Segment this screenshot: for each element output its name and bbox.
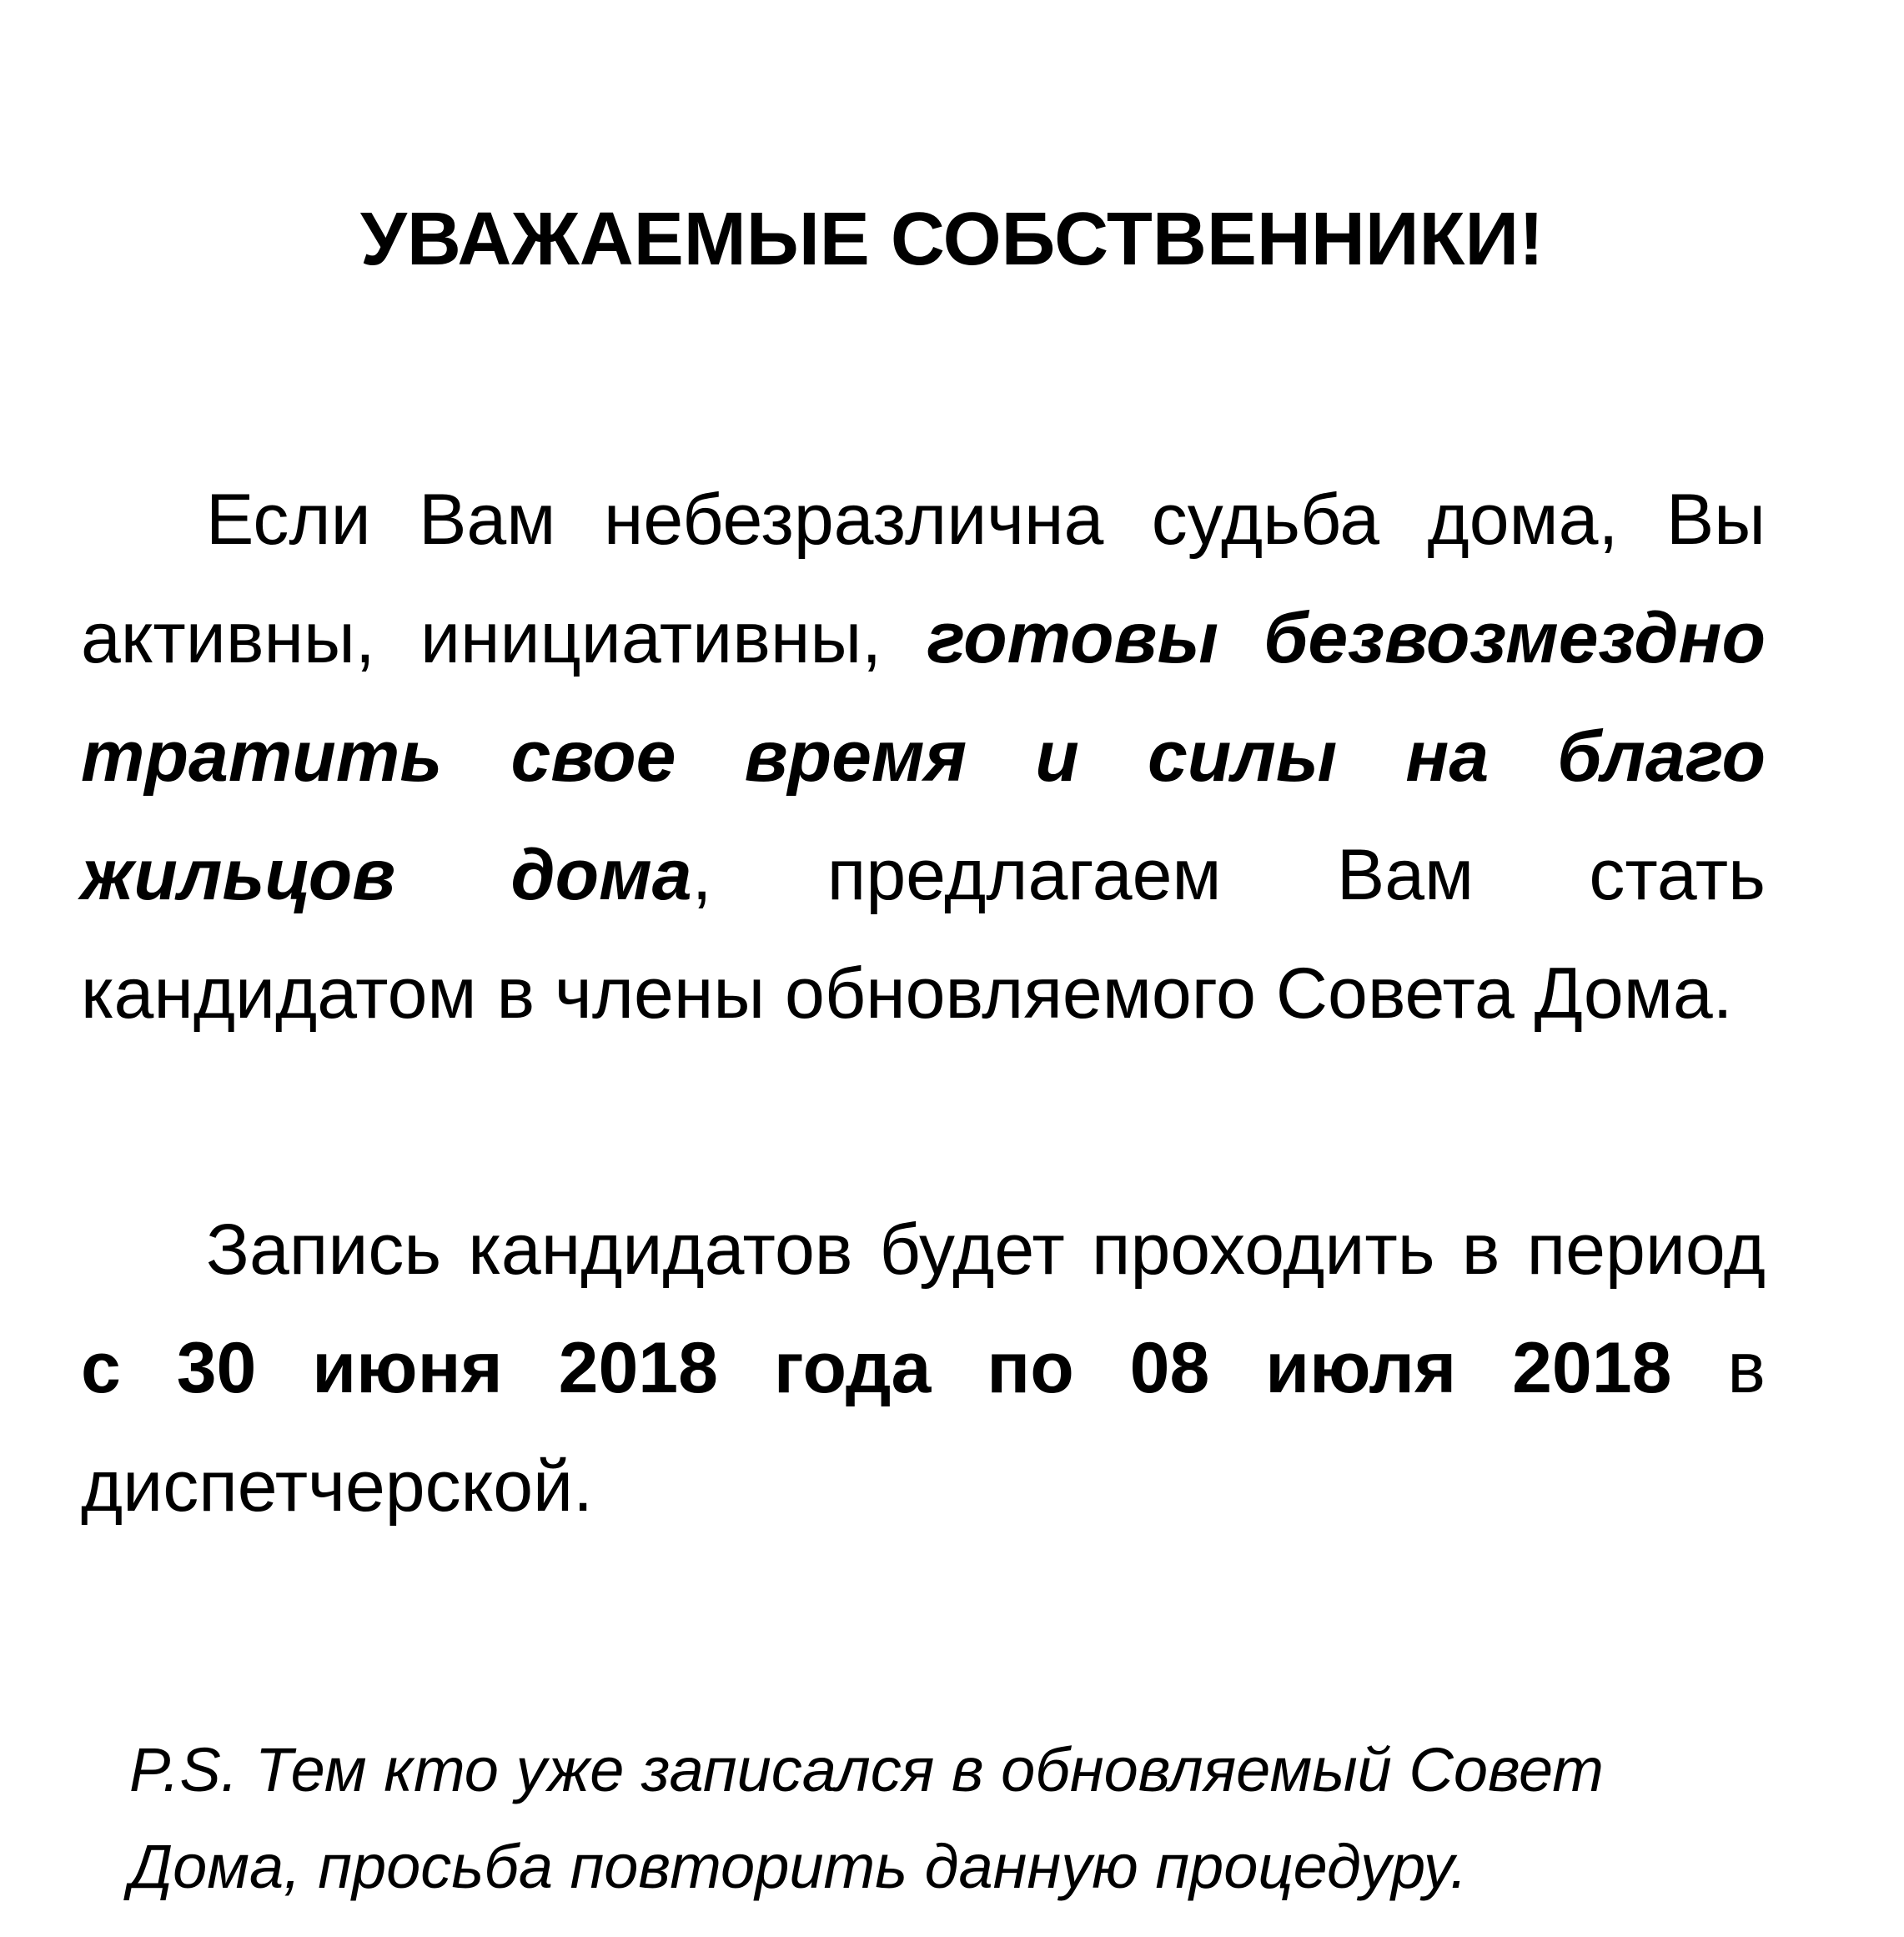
paragraph-invitation-start: Если Вам небезразлична судьба дома, Вы активны, инициативны, <box>81 480 1766 678</box>
postscript <box>129 1722 1714 1915</box>
registration-period: с 30 июня 2018 года по 08 июля 2018 <box>81 1328 1672 1408</box>
paragraph-invitation <box>81 460 1766 1053</box>
paragraph-registration-end: в диспетчерской. <box>81 1328 1766 1527</box>
notice-title: УВАЖАЕМЫЕ СОБСТВЕННИКИ! <box>359 198 1545 281</box>
paragraph-registration <box>81 1190 1766 1546</box>
postscript-line-2: Дома, просьба повторить данную процедуру. <box>129 1832 1468 1901</box>
postscript-line-1: P.S. Тем кто уже записался в обновляемый Совет <box>129 1735 1604 1804</box>
paragraph-invitation-end: , предлагаем Вам стать кандидатом в члены обновляемого Совета Дома. <box>81 835 1766 1034</box>
paragraph-invitation-emphasis: готовы безвозмездно тратить свое время и силы на благо жильцов дома <box>81 598 1766 915</box>
paragraph-registration-start: Запись кандидатов будет проходить в период <box>206 1210 1766 1290</box>
